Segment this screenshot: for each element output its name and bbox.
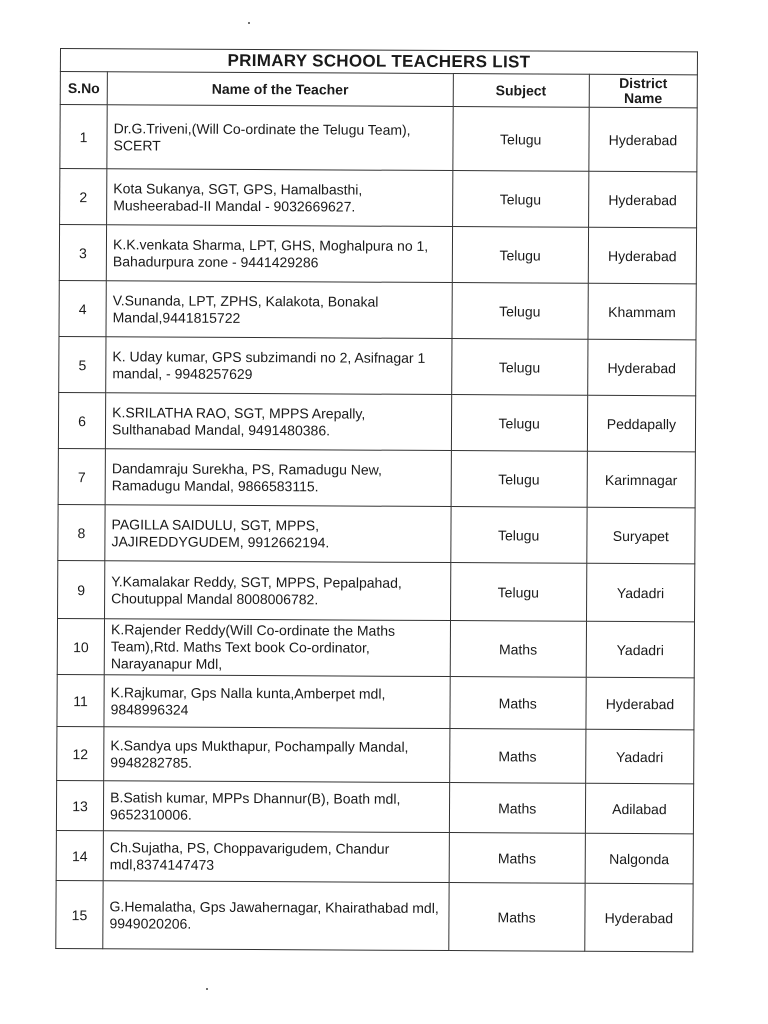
table-row (56, 880, 693, 951)
row-subject: Maths (449, 783, 585, 834)
table-row (56, 780, 693, 833)
row-teacher-name (103, 881, 449, 951)
row-teacher-name (105, 505, 451, 563)
row-district: Yadadri (586, 563, 695, 622)
row-subject: Telugu (451, 395, 587, 452)
row-teacher-name-text: K.K.venkata Sharma, LPT, GHS, Moghalpura no 1, Bahadurpura zone - 9441429286 (112, 235, 429, 270)
row-subject: Telugu (452, 283, 588, 340)
row-teacher-name (107, 169, 453, 227)
row-teacher-name-text: B.Satish kumar, MPPs Dhannur(B), Boath mdl, 9652310006. (110, 788, 401, 823)
row-subject: Telugu (452, 107, 589, 172)
row-district: Hyderabad (585, 883, 694, 952)
row-teacher-name (104, 619, 450, 677)
row-district: Hyderabad (586, 677, 694, 730)
row-sno: 2 (60, 169, 107, 225)
row-sno: 5 (59, 336, 106, 392)
row-district: Adilabad (585, 783, 693, 834)
row-sno: 14 (56, 830, 103, 880)
row-sno: 1 (60, 105, 107, 169)
table-row (57, 726, 694, 783)
row-district: Khammam (588, 283, 697, 340)
row-district: Yadadri (586, 621, 695, 678)
row-subject: Maths (449, 729, 585, 784)
row-teacher-name (104, 675, 450, 729)
header-name: Name of the Teacher (107, 72, 453, 107)
row-subject: Maths (448, 883, 585, 952)
row-sno: 13 (56, 780, 103, 830)
table-row (58, 560, 695, 621)
row-subject: Maths (450, 621, 586, 678)
table-row (59, 280, 696, 339)
row-district: Hyderabad (589, 107, 698, 172)
row-teacher-name (104, 727, 450, 783)
row-subject: Telugu (451, 339, 587, 396)
row-district: Yadadri (585, 729, 694, 784)
row-teacher-name (106, 337, 452, 395)
row-sno: 12 (57, 726, 104, 780)
table-row (60, 105, 697, 172)
row-teacher-name-text: K.SRILATHA RAO, SGT, MPPS Arepally, Sulthanabad Mandal, 9491480386. (112, 403, 366, 438)
row-teacher-name-text: K. Uday kumar, GPS subzimandi no 2, Asifnagar 1 mandal, - 9948257629 (112, 347, 426, 382)
row-district: Suryapet (587, 507, 696, 564)
header-row (60, 72, 697, 108)
row-district: Hyderabad (588, 227, 697, 284)
row-sno: 9 (58, 560, 105, 618)
row-subject: Telugu (451, 451, 587, 508)
row-subject: Maths (449, 833, 585, 884)
row-teacher-name-text: Dandamraju Surekha, PS, Ramadugu New, Ramadugu Mandal, 9866583115. (111, 459, 382, 494)
row-district: Karimnagar (587, 451, 696, 508)
row-sno: 11 (57, 674, 104, 726)
row-teacher-name-text: Ch.Sujatha, PS, Choppavarigudem, Chandur mdl,8374147473 (109, 838, 390, 873)
table-title: PRIMARY SCHOOL TEACHERS LIST (60, 49, 697, 75)
row-teacher-name (103, 831, 449, 883)
header-sno: S.No (60, 72, 107, 105)
row-sno: 8 (58, 504, 105, 560)
teachers-table (55, 48, 698, 952)
scan-speck (206, 988, 208, 990)
row-teacher-name-text: G.Hemalatha, Gps Jawahernagar, Khairathabad mdl, 9949020206. (109, 897, 439, 932)
row-subject: Telugu (452, 227, 588, 284)
row-teacher-name (107, 105, 453, 171)
row-sno: 6 (58, 392, 105, 448)
table-row (58, 392, 695, 451)
row-district: Hyderabad (587, 339, 696, 396)
row-teacher-name (105, 393, 451, 451)
row-district: Nalgonda (585, 833, 693, 884)
row-sno: 4 (59, 280, 106, 336)
row-teacher-name-text: Kota Sukanya, SGT, GPS, Hamalbasthi, Musheerabad-II Mandal - 9032669627. (113, 179, 363, 215)
row-teacher-name-text: PAGILLA SAIDULU, SGT, MPPS, JAJIREDDYGUDEM, 9912662194. (111, 515, 330, 550)
table-row (59, 336, 696, 395)
row-sno: 15 (56, 880, 103, 948)
row-sno: 3 (59, 225, 106, 281)
row-teacher-name-text: K.Rajkumar, Gps Nalla kunta,Amberpet mdl, 9848996324 (110, 683, 386, 718)
row-teacher-name-text: Y.Kamalakar Reddy, SGT, MPPS, Pepalpahad, Choutuppal Mandal 8008006782. (111, 572, 402, 607)
row-subject: Maths (450, 677, 586, 730)
row-teacher-name (106, 225, 452, 283)
table-row (57, 674, 694, 729)
row-teacher-name (106, 281, 452, 339)
scan-speck (248, 22, 250, 24)
table-row (58, 504, 695, 563)
row-teacher-name-text: V.Sunanda, LPT, ZPHS, Kalakota, Bonakal Mandal,9441815722 (112, 291, 379, 326)
row-teacher-name (103, 781, 449, 833)
header-district-label: District Name (619, 74, 668, 107)
row-teacher-name (105, 449, 451, 507)
row-sno: 7 (58, 448, 105, 504)
table-row (58, 448, 695, 507)
table-row (56, 830, 693, 883)
row-subject: Telugu (450, 563, 587, 622)
row-teacher-name-text: K.Sandya ups Mukthapur, Pochampally Mandal, 9948282785. (110, 736, 409, 771)
row-subject: Telugu (450, 507, 586, 564)
row-district: Peddapally (587, 395, 696, 452)
row-teacher-name (105, 561, 451, 621)
table-row (59, 225, 696, 284)
header-subject: Subject (453, 74, 589, 108)
row-sno: 10 (57, 618, 104, 674)
table-row (57, 618, 694, 677)
row-teacher-name-text: K.Rajender Reddy(Will Co-ordinate the Maths Team),Rtd. Maths Text book Co-ordinator, Narayanapur Mdl, (110, 621, 396, 672)
header-district (589, 74, 697, 108)
table-row (60, 169, 697, 228)
row-subject: Telugu (452, 171, 588, 228)
row-teacher-name-text: Dr.G.Triveni,(Will Co-ordinate the Telugu Team), SCERT (113, 119, 411, 154)
row-district: Hyderabad (588, 171, 697, 228)
